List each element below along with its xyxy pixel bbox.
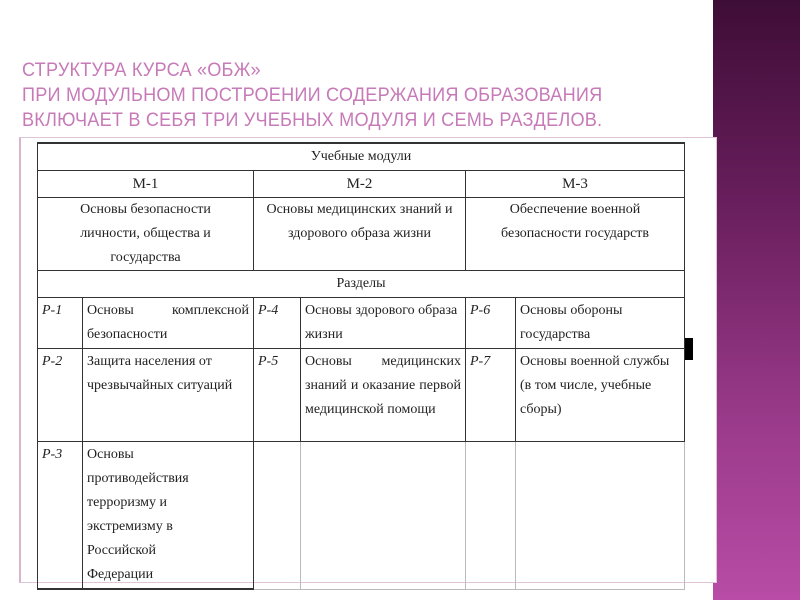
decorative-side-band bbox=[713, 0, 800, 600]
module-code: М-2 bbox=[254, 171, 466, 198]
title-line-3: ВКЛЮЧАЕТ В СЕБЯ ТРИ УЧЕБНЫХ МОДУЛЯ И СЕМЬ РАЗДЕЛОВ. bbox=[22, 109, 603, 131]
section-code: Р-3 bbox=[38, 442, 83, 590]
section-code: Р-1 bbox=[38, 298, 83, 349]
module-name: Обеспечение военной безопасности государств bbox=[466, 198, 685, 271]
slide-title bbox=[22, 58, 664, 133]
course-structure-table bbox=[37, 142, 685, 590]
empty-cell bbox=[301, 442, 466, 590]
empty-cell bbox=[254, 442, 301, 590]
empty-cell bbox=[516, 442, 685, 590]
module-name: Основы медицинских знаний и здорового образа жизни bbox=[254, 198, 466, 271]
section-name: Защита населения от чрезвычайных ситуаций bbox=[83, 349, 254, 442]
section-name: Основы комплексной безопасности bbox=[83, 298, 254, 349]
section-code: Р-5 bbox=[254, 349, 301, 442]
section-code: Р-6 bbox=[466, 298, 516, 349]
modules-header: Учебные модули bbox=[38, 143, 685, 171]
sections-header: Разделы bbox=[38, 271, 685, 298]
section-name: Основы военной службы (в том числе, учебные сборы) bbox=[516, 349, 685, 442]
section-name: Основы обороны государства bbox=[516, 298, 685, 349]
section-code: Р-2 bbox=[38, 349, 83, 442]
section-code: Р-4 bbox=[254, 298, 301, 349]
empty-cell bbox=[466, 442, 516, 590]
title-line-1: СТРУКТУРА КУРСА «ОБЖ» bbox=[22, 59, 261, 81]
black-marker bbox=[684, 338, 693, 360]
section-name: Основы здорового образа жизни bbox=[301, 298, 466, 349]
section-code: Р-7 bbox=[466, 349, 516, 442]
module-name: Основы безопасности личности, общества и государства bbox=[38, 198, 254, 271]
module-code: М-1 bbox=[38, 171, 254, 198]
section-name: Основы медицинских знаний и оказание первой медицинской помощи bbox=[301, 349, 466, 442]
title-line-2: ПРИ МОДУЛЬНОМ ПОСТРОЕНИИ СОДЕРЖАНИЯ ОБРАЗОВАНИЯ bbox=[22, 84, 603, 106]
module-code: М-3 bbox=[466, 171, 685, 198]
section-name: Основы противодействия терроризму и экстремизму в Российской Федерации bbox=[83, 442, 254, 590]
